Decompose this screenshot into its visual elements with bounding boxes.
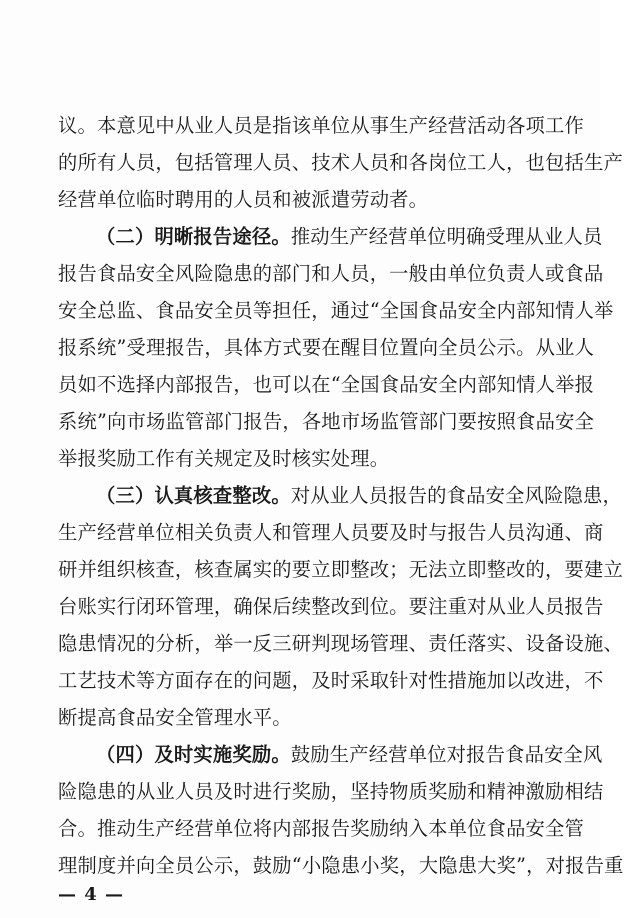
paragraph-1-line-2: 的所有人员，包括管理人员、技术人员和各岗位工人，也包括生产 (58, 151, 623, 174)
paragraph-2-line-2: 报告食品安全风险隐患的部门和人员，一般由单位负责人或食品 (58, 262, 604, 285)
paragraph-4-line-1: 鼓励生产经营单位对报告食品安全风 (290, 743, 603, 766)
paragraph-2-first-line (96, 225, 603, 249)
paragraph-4-line-3: 合。推动生产经营单位将内部报告奖励纳入本单位食品安全管 (58, 817, 584, 840)
paragraph-4-line-2: 险隐患的从业人员及时进行奖励，坚持物质奖励和精神激励相结 (58, 780, 604, 803)
paragraph-3-line-1: 对从业人员报告的食品安全风险隐患， (290, 484, 622, 507)
paragraph-4-line-4: 理制度并向全员公示，鼓励“小隐患小奖，大隐患大奖”，对报告重 (58, 854, 624, 877)
paragraph-2-line-6: 系统”向市场监管部门报告，各地市场监管部门要按照食品安全 (58, 410, 595, 433)
section-heading-3: （三）认真核查整改。 (96, 484, 291, 507)
paragraph-3-line-5: 隐患情况的分析，举一反三研判现场管理、责任落实、设备设施、 (58, 632, 623, 655)
paragraph-2-line-1: 推动生产经营单位明确受理从业人员 (290, 225, 603, 248)
paragraph-3-first-line (96, 484, 622, 508)
paragraph-2-line-5: 员如不选择内部报告，也可以在“全国食品安全内部知情人举报 (58, 373, 595, 396)
paragraph-3-line-7: 断提高食品安全管理水平。 (58, 706, 292, 729)
paragraph-4-first-line (96, 743, 603, 767)
paragraph-3-line-2: 生产经营单位相关负责人和管理人员要及时与报告人员沟通、商 (58, 521, 604, 544)
section-heading-4: （四）及时实施奖励。 (96, 743, 291, 766)
section-heading-2: （二）明晰报告途径。 (96, 225, 291, 248)
paragraph-2-line-7: 举报奖励工作有关规定及时核实处理。 (58, 447, 390, 470)
paragraph-3-line-6: 工艺技术等方面存在的问题，及时采取针对性措施加以改进，不 (58, 669, 604, 692)
paragraph-1-line-3: 经营单位临时聘用的人员和被派遣劳动者。 (58, 188, 429, 211)
paragraph-2-line-4: 报系统”受理报告，具体方式要在醒目位置向全员公示。从业人 (58, 336, 595, 359)
page-number: — 4 — (58, 884, 125, 905)
paragraph-1-line-1: 议。本意见中从业人员是指该单位从事生产经营活动各项工作 (58, 114, 584, 137)
paragraph-2-line-3: 安全总监、食品安全员等担任，通过“全国食品安全内部知情人举 (58, 299, 614, 322)
paragraph-3-line-4: 台账实行闭环管理，确保后续整改到位。要注重对从业人员报告 (58, 595, 604, 618)
paragraph-3-line-3: 研并组织核查，核查属实的要立即整改；无法立即整改的，要建立 (58, 558, 623, 581)
